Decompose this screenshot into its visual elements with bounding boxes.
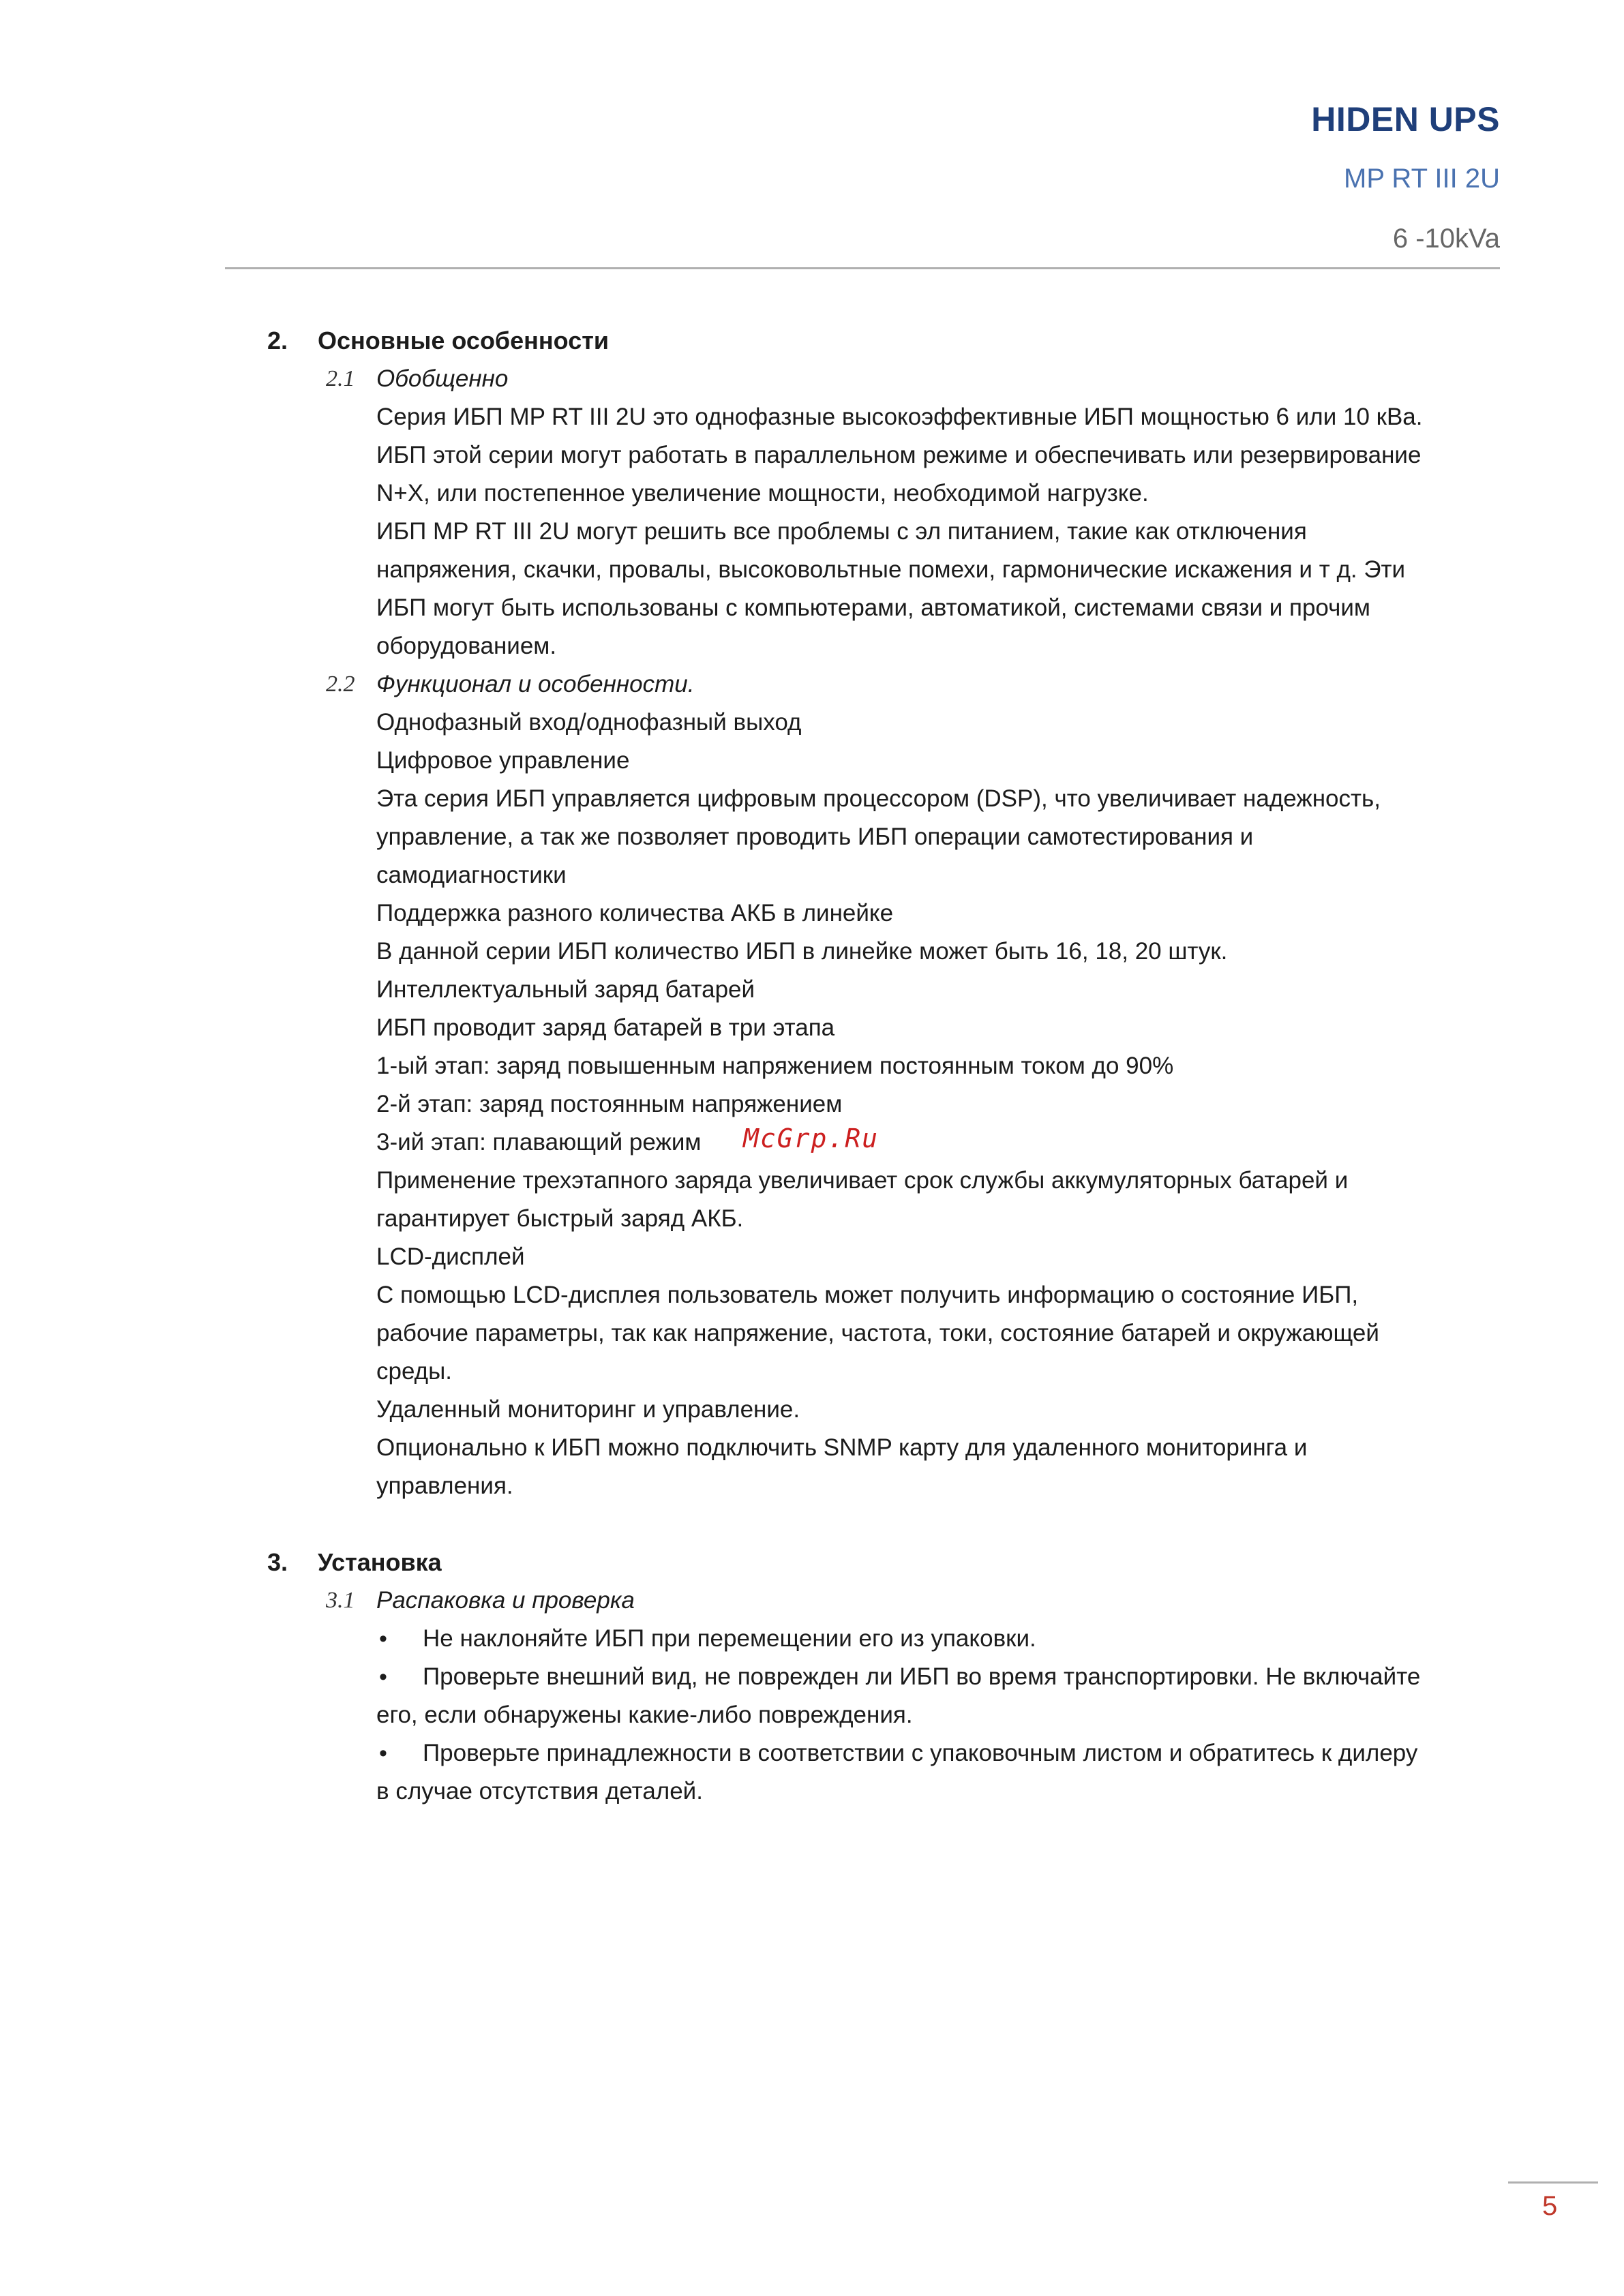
paragraph-line: самодиагностики xyxy=(376,862,567,888)
subsection-number: 3.1 xyxy=(326,1588,355,1613)
bullet-icon: • xyxy=(379,1740,387,1766)
paragraph-line: напряжения, скачки, провалы, высоковольтные помехи, гармонические искажения и т д. Эти xyxy=(376,556,1406,583)
page-number: 5 xyxy=(1542,2191,1558,2221)
bullet-item-continuation: его, если обнаружены какие-либо повреждения. xyxy=(376,1702,913,1728)
subsection-number: 2.1 xyxy=(326,366,355,391)
paragraph-line: ИБП проводит заряд батарей в три этапа xyxy=(376,1014,835,1041)
paragraph-line: Цифровое управление xyxy=(376,747,630,774)
subsection-title: Распаковка и проверка xyxy=(376,1587,635,1614)
paragraph-line: Удаленный мониторинг и управление. xyxy=(376,1396,800,1423)
paragraph-line: Эта серия ИБП управляется цифровым процессором (DSP), что увеличивает надежность, xyxy=(376,785,1381,812)
paragraph-line: Интеллектуальный заряд батарей xyxy=(376,976,755,1003)
paragraph-line: Применение трехэтапного заряда увеличивает срок службы аккумуляторных батарей и xyxy=(376,1167,1349,1194)
paragraph-line: ИБП могут быть использованы с компьютерами, автоматикой, системами связи и прочим xyxy=(376,594,1370,621)
subsection-title: Обобщенно xyxy=(376,365,509,392)
paragraph-line: 3-ий этап: плавающий режим xyxy=(376,1129,702,1155)
paragraph-line: LCD-дисплей xyxy=(376,1243,525,1270)
paragraph-line: Поддержка разного количества АКБ в линейке xyxy=(376,900,894,926)
paragraph-line: ИБП этой серии могут работать в параллельном режиме и обеспечивать или резервирование xyxy=(376,442,1422,468)
subsection-number: 2.2 xyxy=(326,671,355,697)
section-number: 2. xyxy=(267,327,288,354)
section-title: Установка xyxy=(318,1548,442,1576)
paragraph-line: рабочие параметры, так как напряжение, частота, токи, состояние батарей и окружающей xyxy=(376,1320,1379,1346)
paragraph-line: 1-ый этап: заряд повышенным напряжением постоянным током до 90% xyxy=(376,1053,1174,1079)
paragraph-line: гарантирует быстрый заряд АКБ. xyxy=(376,1205,744,1232)
header-divider xyxy=(225,267,1500,269)
section-title: Основные особенности xyxy=(318,327,609,354)
subsection-title: Функционал и особенности. xyxy=(376,671,695,697)
paragraph-line: N+X, или постепенное увеличение мощности, необходимой нагрузке. xyxy=(376,480,1149,507)
bullet-item: Не наклоняйте ИБП при перемещении его из упаковки. xyxy=(423,1625,1036,1652)
watermark-text: McGrp.Ru xyxy=(743,1123,879,1153)
section-number: 3. xyxy=(267,1548,288,1576)
paragraph-line: В данной серии ИБП количество ИБП в линейке может быть 16, 18, 20 штук. xyxy=(376,938,1228,965)
bullet-item: Проверьте принадлежности в соответствии с упаковочным листом и обратитесь к дилеру xyxy=(423,1740,1418,1766)
paragraph-line: среды. xyxy=(376,1358,452,1385)
power-rating: 6 -10kVa xyxy=(1392,224,1500,254)
bullet-icon: • xyxy=(379,1626,387,1652)
bullet-item-continuation: в случае отсутствия деталей. xyxy=(376,1778,703,1804)
paragraph-line: управление, а так же позволяет проводить ИБП операции самотестирования и xyxy=(376,824,1254,850)
paragraph-line: 2-й этап: заряд постоянным напряжением xyxy=(376,1091,843,1117)
footer-divider xyxy=(1508,2181,1598,2184)
brand-title: HIDEN UPS xyxy=(1311,100,1500,138)
bullet-icon: • xyxy=(379,1664,387,1690)
paragraph-line: управления. xyxy=(376,1472,513,1499)
paragraph-line: оборудованием. xyxy=(376,633,557,659)
bullet-item: Проверьте внешний вид, не поврежден ли ИБП во время транспортировки. Не включайте xyxy=(423,1663,1421,1690)
model-subtitle: MP RT III 2U xyxy=(1344,164,1500,194)
paragraph-line: Однофазный вход/однофазный выход xyxy=(376,709,802,736)
paragraph-line: С помощью LCD-дисплея пользователь может получить информацию о состояние ИБП, xyxy=(376,1282,1359,1308)
paragraph-line: Серия ИБП MP RT III 2U это однофазные высокоэффективные ИБП мощностью 6 или 10 кВа. xyxy=(376,404,1423,430)
paragraph-line: Опционально к ИБП можно подключить SNMP карту для удаленного мониторинга и xyxy=(376,1434,1308,1461)
paragraph-line: ИБП MP RT III 2U могут решить все проблемы с эл питанием, такие как отключения xyxy=(376,518,1307,545)
